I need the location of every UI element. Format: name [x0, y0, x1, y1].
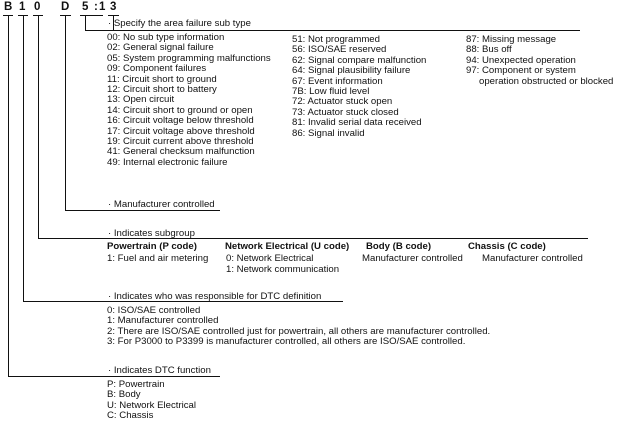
code-char-1b: 1: [99, 1, 106, 13]
subtype-item: operation obstructed or blocked: [479, 75, 614, 87]
manufacturer-controlled-label: · Manufacturer controlled: [108, 199, 215, 210]
subtype-item: 73: Actuator stuck closed: [292, 106, 399, 118]
subtype-item: 97: Component or system: [466, 65, 576, 77]
code-char-d: D: [61, 1, 70, 13]
subtype-item: 17: Circuit voltage above threshold: [107, 125, 255, 137]
responsible-list: [107, 306, 490, 348]
subtype-item: 16: Circuit voltage below threshold: [107, 115, 254, 127]
code-char-b: B: [4, 1, 13, 13]
responsible-item: 0: ISO/SAE controlled: [107, 305, 201, 316]
code-char-5: 5: [82, 1, 89, 13]
subtype-item: 67: Event information: [292, 75, 383, 87]
function-list: [107, 380, 196, 422]
subtype-item: 51: Not programmed: [292, 34, 380, 45]
responsible-item: 1: Manufacturer controlled: [107, 315, 219, 327]
subgroup-header-network: Network Electrical (U code): [225, 241, 350, 252]
subtype-item: 14: Circuit short to ground or open: [107, 104, 253, 116]
subgroup-u-value: 1: Network communication: [226, 264, 340, 275]
subtype-item: 86: Signal invalid: [292, 127, 365, 139]
failure-subtype-col2: [292, 35, 426, 139]
function-item: U: Network Electrical: [107, 399, 197, 411]
failure-subtype-col1: [107, 33, 271, 168]
subtype-item: 11: Circuit short to ground: [107, 73, 217, 85]
subgroup-u-value: 0: Network Electrical: [226, 253, 314, 264]
code-char-1: 1: [19, 1, 26, 13]
subtype-item: 13: Open circuit: [107, 94, 175, 106]
subtype-item: 64: Signal plausibility failure: [292, 65, 411, 77]
subtype-item: 87: Missing message: [466, 34, 557, 45]
subgroup-b-value: Manufacturer controlled: [362, 253, 463, 264]
code-char-0: 0: [34, 1, 41, 13]
subgroup-header-chassis: Chassis (C code): [468, 241, 546, 252]
subtype-item: 41: General checksum malfunction: [107, 146, 255, 158]
function-item: B: Body: [107, 389, 141, 401]
subgroup-heading: · Indicates subgroup: [108, 228, 195, 239]
subtype-item: 72: Actuator stuck open: [292, 96, 393, 108]
subtype-item: 00: No sub type information: [107, 32, 225, 43]
subgroup-p-value: 1: Fuel and air metering: [107, 253, 209, 264]
subtype-item: 12: Circuit short to battery: [107, 84, 217, 96]
code-char-3: 3: [110, 1, 117, 13]
responsible-item: 2: There are ISO/SAE controlled just for powertrain, all others are manufacturer controlled.: [107, 325, 491, 337]
failure-subtype-heading: · Specify the area failure sub type: [108, 18, 251, 29]
subgroup-c-value: Manufacturer controlled: [482, 253, 583, 264]
subgroup-header-body: Body (B code): [366, 241, 432, 252]
code-char-colon: :: [94, 1, 98, 13]
subtype-item: 94: Unexpected operation: [466, 54, 576, 66]
subtype-item: 05: System programming malfunctions: [107, 52, 271, 64]
subtype-item: 7B: Low fluid level: [292, 86, 370, 98]
subtype-item: 49: Internal electronic failure: [107, 156, 228, 168]
subtype-item: 56: ISO/SAE reserved: [292, 44, 387, 56]
subgroup-header-powertrain: Powertrain (P code): [107, 241, 197, 252]
subtype-item: 88: Bus off: [466, 44, 512, 56]
subtype-item: 81: Invalid serial data received: [292, 117, 422, 129]
function-item: C: Chassis: [107, 410, 154, 422]
responsible-heading: · Indicates who was responsible for DTC definition: [108, 291, 322, 302]
function-heading: · Indicates DTC function: [108, 365, 211, 376]
function-item: P: Powertrain: [107, 379, 165, 390]
subtype-item: 02: General signal failure: [107, 42, 214, 54]
subtype-item: 19: Circuit current above threshold: [107, 136, 254, 148]
responsible-item: 3: For P3000 to P3399 is manufacturer controlled, all others are ISO/SAE controlled.: [107, 336, 466, 348]
failure-subtype-col3: [466, 35, 613, 87]
subtype-item: 09: Component failures: [107, 63, 207, 75]
subtype-item: 62: Signal compare malfunction: [292, 54, 427, 66]
